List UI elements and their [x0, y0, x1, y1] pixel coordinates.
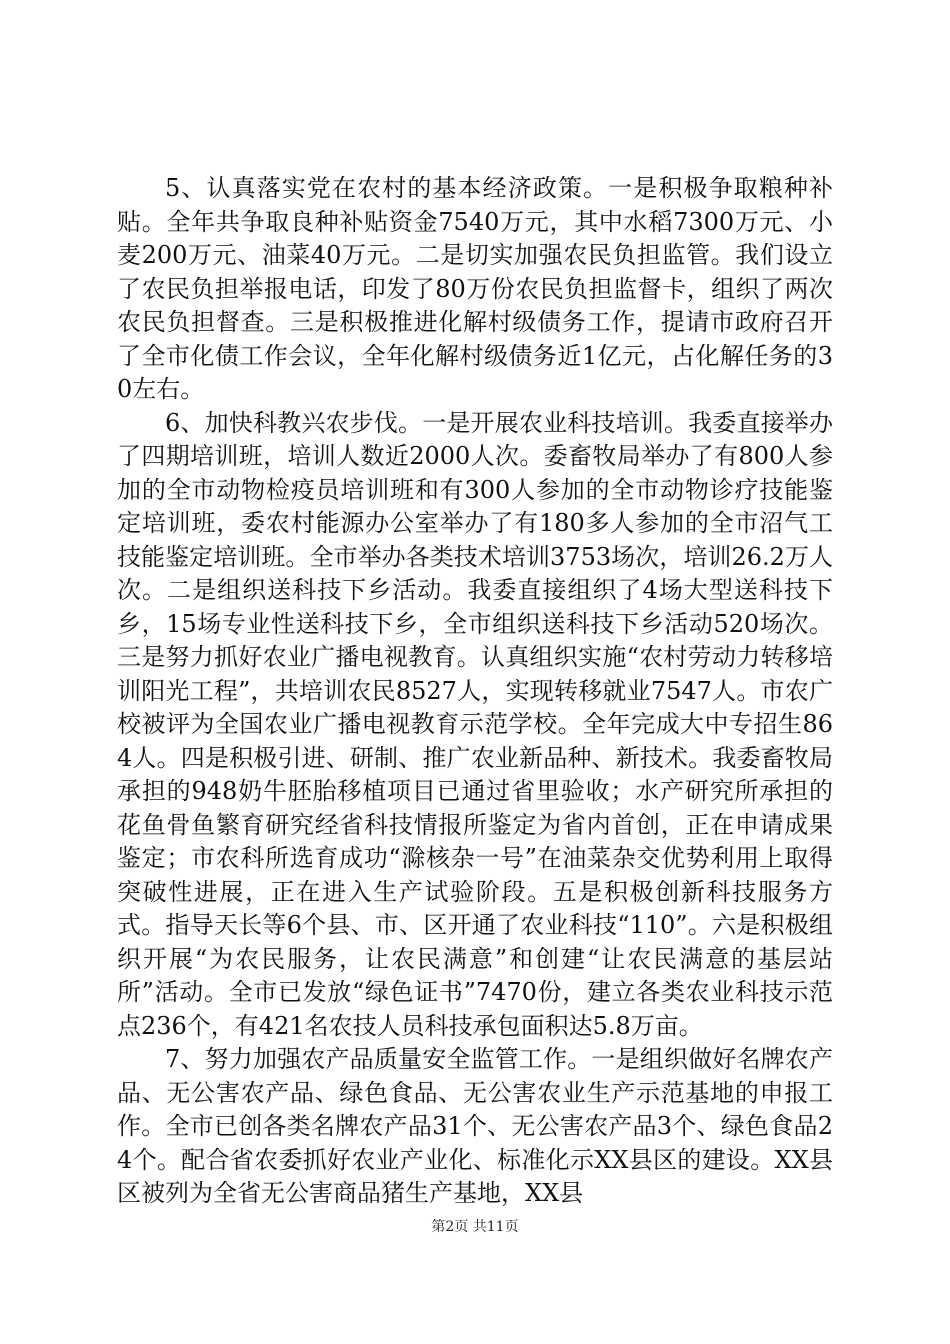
document-body: [117, 172, 833, 1211]
paragraph-7-product-quality: 7、努力加强农产品质量安全监管工作。一是组织做好名牌农产品、无公害农产品、绿色食品、无公害农业生产示范基地的申报工作。全市已创各类名牌农产品31个、无公害农产品3个、绿色食品24个。配合省农委抓好农业产业化、标准化示XX县区的建设。XX县区被列为全省无公害商品猪生产基地，XX县: [117, 1045, 833, 1207]
page-number: 第2页 共11页: [431, 1219, 519, 1235]
page-footer: [0, 1216, 950, 1236]
paragraph-6-science-education: 6、加快科教兴农步伐。一是开展农业科技培训。我委直接举办了四期培训班，培训人数近2000人次。委畜牧局举办了有800人参加的全市动物检疫员培训班和有300人参加的全市动物诊疗技能鉴定培训班，委农村能源办公室举办了有180多人参加的全市沼气工技能鉴定培训班。全市举办各类技术培训3753场次，培训26.2万人次。二是组织送科技下乡活动。我委直接组织了4场大型送科技下乡，15场专业性送科技下乡，全市组织送科技下乡活动520场次。三是努力抓好农业广播电视教育。认真组织实施“农村劳动力转移培训阳光工程”，共培训农民8527人，实现转移就业7547人。市农广校被评为全国农业广播电视教育示范学校。全年完成大中专招生864人。四是积极引进、研制、推广农业新品种、新技术。我委畜牧局承担的948奶牛胚胎移植项目已通过省里验收；水产研究所承担的花鱼骨鱼繁育研究经省科技情报所鉴定为省内首创，正在申请成果鉴定；市农科所选育成功“滁核杂一号”在油菜杂交优势利用上取得突破性进展，正在进入生产试验阶段。五是积极创新科技服务方式。指导天长等6个县、市、区开通了农业科技“110”。六是积极组织开展“为农民服务，让农民满意”和创建“让农民满意的基层站所”活动。全市已发放“绿色证书”7470份，建立各类农业科技示范点236个，有421名农技人员科技承包面积达5.8万亩。: [117, 408, 833, 1040]
paragraph-5-economic-policy: 5、认真落实党在农村的基本经济政策。一是积极争取粮种补贴。全年共争取良种补贴资金7540万元，其中水稻7300万元、小麦200万元、油菜40万元。二是切实加强农民负担监管。我们设立了农民负担举报电话，印发了80万份农民负担监督卡，组织了两次农民负担督查。三是积极推进化解村级债务工作，提请市政府召开了全市化债工作会议，全年化解村级债务近1亿元，占化解任务的30左右。: [117, 174, 833, 403]
